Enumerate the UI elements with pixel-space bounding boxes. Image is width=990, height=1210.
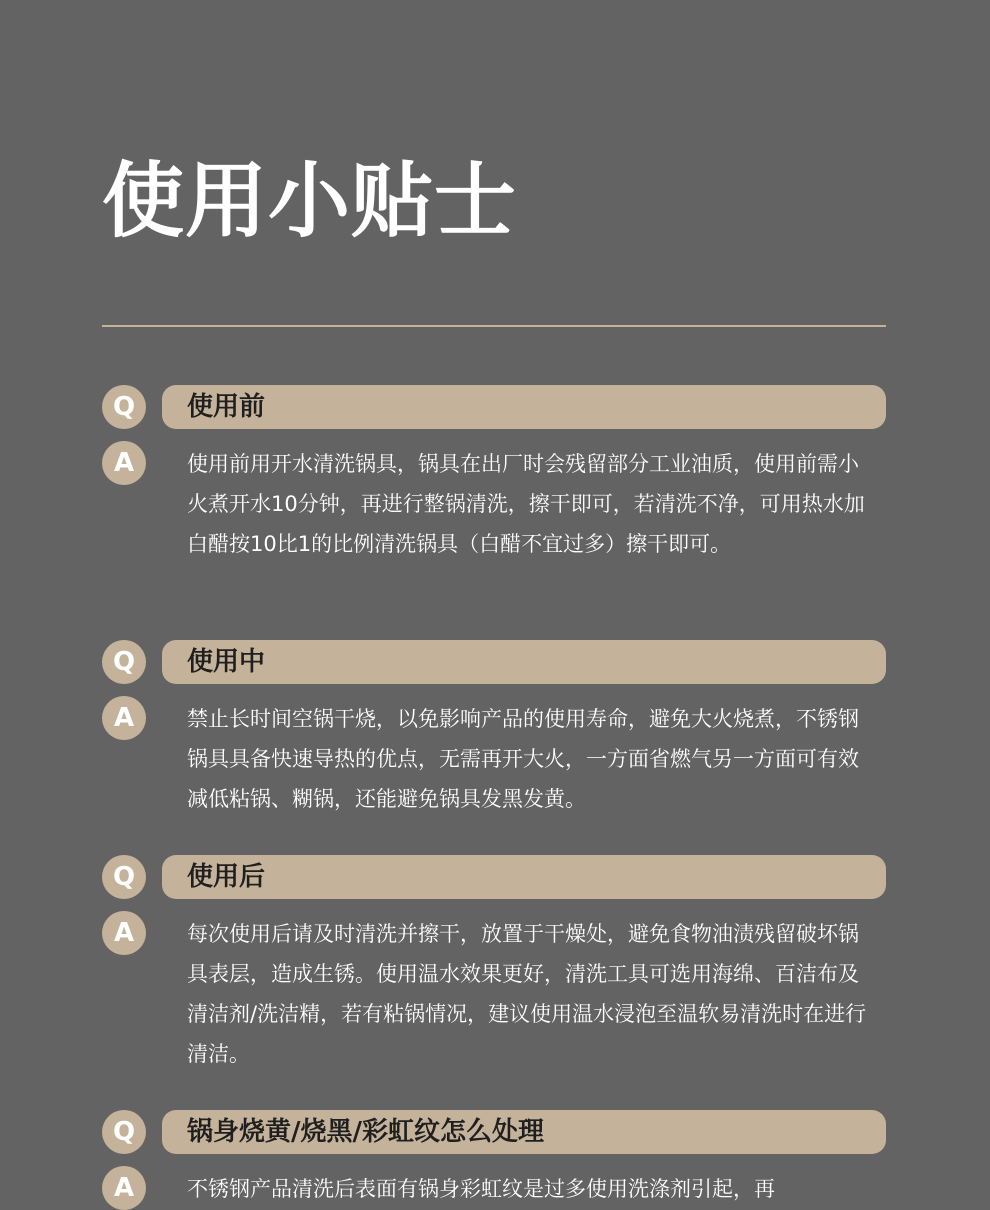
answer-text: 禁止长时间空锅干烧，以免影响产品的使用寿命，避免大火烧煮，不锈钢锅具具备快速导热的优点，无需再开大火，一方面省燃气另一方面可有效减低粘锅、糊锅，还能避免锅具发黑发黄。 [187, 707, 859, 811]
answer-badge: A [102, 696, 146, 740]
title-divider [102, 325, 886, 327]
question-text: 使用前 [187, 392, 266, 422]
answer-badge: A [102, 911, 146, 955]
question-bar [162, 1110, 886, 1154]
question-text: 使用后 [187, 862, 266, 892]
question-text: 锅身烧黄/烧黑/彩虹纹怎么处理 [187, 1117, 544, 1147]
question-badge: Q [102, 1110, 146, 1154]
answer-text: 每次使用后请及时清洗并擦干，放置于干燥处，避免食物油渍残留破坏锅具表层，造成生锈。使用温水效果更好，清洗工具可选用海绵、百洁布及清洁剂/洗洁精，若有粘锅情况，建议使用温水浸泡至温软易清洗时在进行清洁。 [187, 922, 867, 1066]
answer-badge: A [102, 441, 146, 485]
answer-text: 不锈钢产品清洗后表面有锅身彩虹纹是过多使用洗涤剂引起，再 [187, 1177, 775, 1201]
page-title: 使用小贴士 [102, 154, 518, 249]
question-badge: Q [102, 385, 146, 429]
question-bar [162, 640, 886, 684]
question-bar [162, 855, 886, 899]
question-bar [162, 385, 886, 429]
answer-text: 使用前用开水清洗锅具，锅具在出厂时会残留部分工业油质，使用前需小火煮开水10分钟，再进行整锅清洗，擦干即可，若清洗不净，可用热水加白醋按10比1的比例清洗锅具（白醋不宜过多）擦干即可。 [187, 452, 865, 556]
answer-badge: A [102, 1166, 146, 1210]
question-badge: Q [102, 640, 146, 684]
question-text: 使用中 [187, 647, 266, 677]
question-badge: Q [102, 855, 146, 899]
